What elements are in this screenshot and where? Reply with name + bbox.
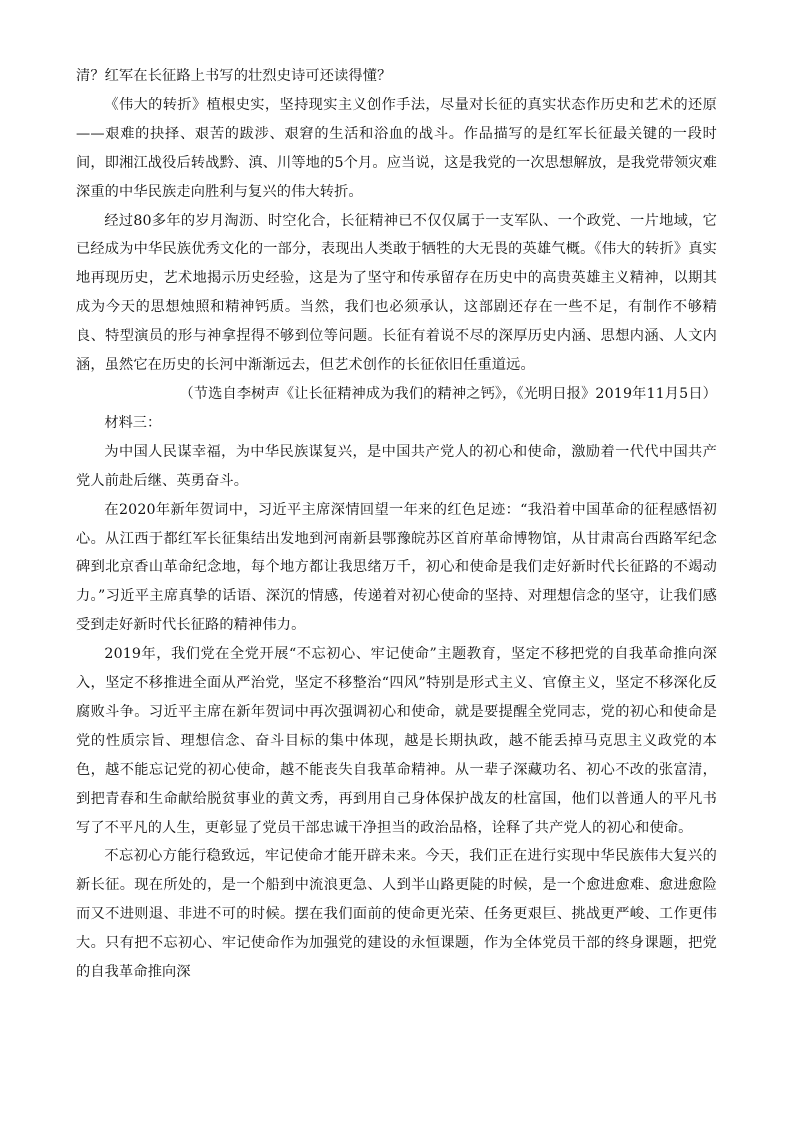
paragraph-long-march-spirit: 经过80多年的岁月淘沥、时空化合，长征精神已不仅仅属于一支军队、一个政党、一片地域，它已经成为中华民族优秀文化的一部分，表现出人类敢于牺牲的大无畏的英雄气概。《伟大的转折》真实地再现历史，艺术地揭示历史经验，这是为了坚守和传承留存在历史中的高贵英雄主义精神，以期其成为今天的思想烛照和精神钙质。当然，我们也必须承认，这部剧还存在一些不足，有制作不够精良、特型演员的形与神拿捏得不够到位等问题。长征有着说不尽的深厚历史内涵、思想内涵、人文内涵，虽然它在历史的长河中渐渐远去，但艺术创作的长征依旧任重道远。 [76,212,717,374]
paragraph-theme-education: 2019年，我们党在全党开展“不忘初心、牢记使命”主题教育，坚定不移把党的自我革命推向深入，坚定不移推进全面从严治党，坚定不移整治“四风”特别是形式主义、官僚主义，坚定不移深化反腐败斗争。习近平主席在新年贺词中再次强调初心和使命，就是要提醒全党同志，党的初心和使命是党的性质宗旨、理想信念、奋斗目标的集中体现，越是长期执政，越不能丢掉马克思主义政党的本色，越不能忘记党的初心使命，越不能丧失自我革命精神。从一辈子深藏功名、初心不改的张富清，到把青春和生命献给脱贫事业的黄文秀，再到用自己身体保护战友的杜富国，他们以普通人的平凡书写了不平凡的人生，更彰显了党员干部忠诚干净担当的政治品格，诠释了共产党人的初心和使命。 [76,646,717,836]
paragraph-new-long-march: 不忘初心方能行稳致远，牢记使命才能开辟未来。今天，我们正在进行实现中华民族伟大复兴的新长征。现在所处的，是一个船到中流浪更急、人到半山路更陡的时候，是一个愈进愈难、愈进愈险而又不进则退、非进不可的时候。摆在我们面前的使命更光荣、任务更艰巨、挑战更严峻、工作更伟大。只有把不忘初心、牢记使命作为加强党的建设的永恒课题，作为全体党员干部的终身课题，把党的自我革命推向深 [76,848,717,981]
paragraph-great-turning-point: 《伟大的转折》植根史实，坚持现实主义创作手法，尽量对长征的真实状态作历史和艺术的还原——艰难的抉择、艰苦的跋涉、艰窘的生活和浴血的战斗。作品描写的是红军长征最关键的一段时间，即湘江战役后转战黔、滇、川等地的5个月。应当说，这是我党的一次思想解放，是我党带领灾难深重的中华民族走向胜利与复兴的伟大转折。 [76,96,717,200]
paragraph-new-year-address: 在2020年新年贺词中，习近平主席深情回望一年来的红色足迹：“我沿着中国革命的征程感悟初心。从江西于都红军长征集结出发地到河南新县鄂豫皖苏区首府革命博物馆，从甘肃高台西路军纪念碑到北京香山革命纪念地，每个地方都让我思绪万千，初心和使命是我们走好新时代长征路的不竭动力。”习近平主席真挚的话语、深沉的情感，传递着对初心使命的坚持、对理想信念的坚守，让我们感受到走好新时代长征路的精神伟力。 [76,501,717,634]
material-three-heading: 材料三： [104,414,162,431]
source-citation: （节选自李树声《让长征精神成为我们的精神之钙》，《光明日报》2019年11月5日） [179,385,717,402]
paragraph-original-mission: 为中国人民谋幸福，为中华民族谋复兴，是中国共产党人的初心和使命，激励着一代代中国共产党人前赴后继、英勇奋斗。 [76,443,717,489]
document-body [76,62,717,987]
paragraph-continuation: 清？红军在长征路上书写的壮烈史诗可还读得懂？ [76,68,392,84]
